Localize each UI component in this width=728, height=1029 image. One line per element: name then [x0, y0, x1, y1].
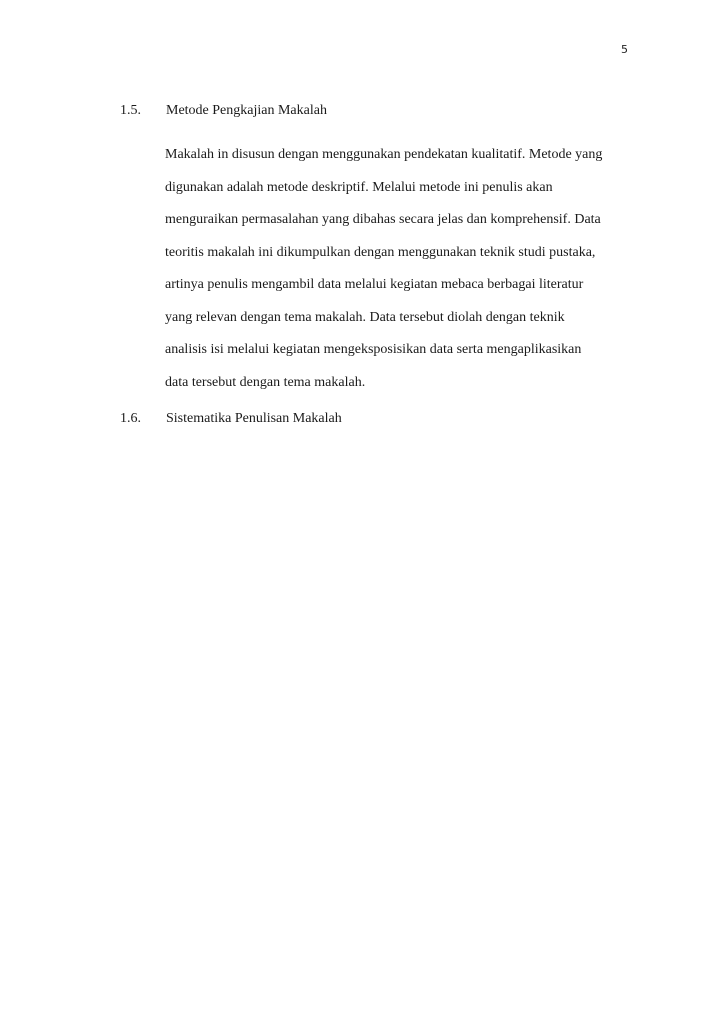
page-number: 5 — [621, 43, 628, 56]
paragraph-line: digunakan adalah metode deskriptif. Melalui metode ini penulis akan — [165, 179, 553, 195]
paragraph-line: yang relevan dengan tema makalah. Data tersebut diolah dengan teknik — [165, 309, 565, 325]
paragraph-line: analisis isi melalui kegiatan mengeksposisikan data serta mengaplikasikan — [165, 342, 582, 357]
paragraph-line: Makalah in disusun dengan menggunakan pendekatan kualitatif. Metode yang — [165, 147, 603, 162]
paragraph-line: teoritis makalah ini dikumpulkan dengan menggunakan teknik studi pustaka, — [165, 244, 596, 260]
paragraph-line: data tersebut dengan tema makalah. — [165, 374, 366, 390]
paragraph-line: artinya penulis mengambil data melalui kegiatan mebaca berbagai literatur — [165, 277, 584, 292]
section-title: Metode Pengkajian Makalah — [166, 103, 327, 118]
section-heading-1-6 — [120, 411, 342, 427]
section-heading-1-5 — [120, 103, 327, 119]
section-number: 1.5. — [120, 103, 141, 118]
section-title: Sistematika Penulisan Makalah — [166, 411, 342, 426]
section-1-5-paragraph — [165, 139, 635, 399]
paragraph-line: menguraikan permasalahan yang dibahas secara jelas dan komprehensif. Data — [165, 212, 601, 227]
section-number: 1.6. — [120, 411, 141, 426]
